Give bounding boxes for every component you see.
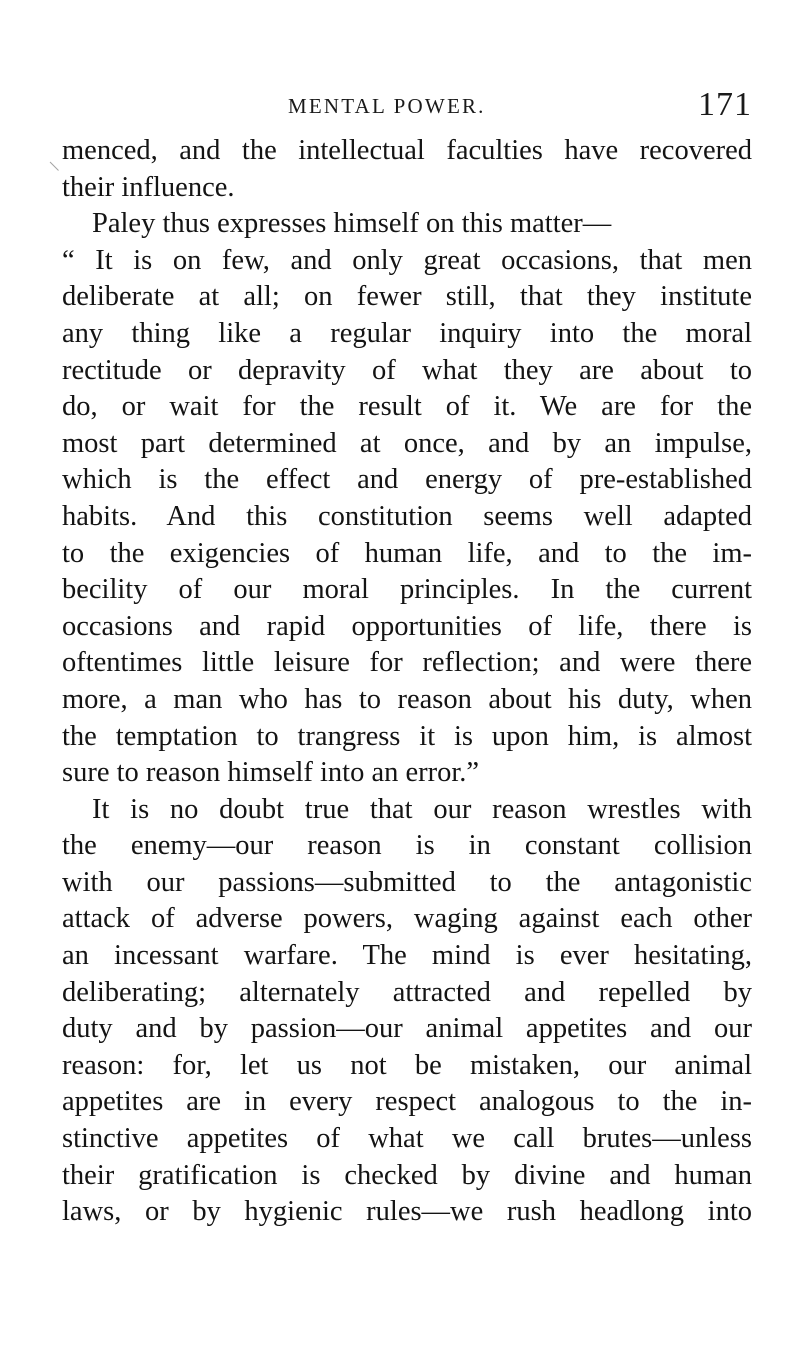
text-line: sure to reason himself into an error.” (62, 757, 480, 789)
running-head-title: MENTAL POWER. (288, 94, 486, 118)
text-line: deliberating; alternately attracted and repelled by (62, 976, 752, 1008)
text-line: menced, and the intellectual faculties have recovered (62, 135, 752, 166)
text-line: deliberate at all; on fewer still, that they institute (62, 281, 752, 313)
text-line: laws, or by hygienic rules—we rush headlong into (62, 1196, 752, 1228)
text-line: attack of adverse powers, waging against each other (62, 903, 752, 935)
text-line: an incessant warfare. The mind is ever hesitating, (62, 940, 752, 972)
body-text (62, 133, 752, 1231)
text-line: more, a man who has to reason about his duty, when (62, 683, 752, 715)
page-number: 171 (698, 86, 752, 123)
text-line: to the exigencies of human life, and to the im- (62, 537, 752, 569)
text-line: their gratification is checked by divine and human (62, 1159, 752, 1191)
text-line: stinctive appetites of what we call brutes—unless (62, 1123, 752, 1155)
text-line: the enemy—our reason is in constant collision (62, 830, 752, 862)
text-line: with our passions—submitted to the antagonistic (62, 866, 752, 898)
text-line: rectitude or depravity of what they are about to (62, 354, 752, 386)
text-line: becility of our moral principles. In the current (62, 574, 752, 606)
text-line: It is no doubt true that our reason wrestles with (92, 793, 752, 825)
text-line: do, or wait for the result of it. We are for the (62, 391, 752, 423)
text-line: which is the effect and energy of pre-established (62, 464, 752, 496)
running-head (62, 86, 752, 128)
text-line: duty and by passion—our animal appetites and our (62, 1013, 752, 1045)
text-line: reason: for, let us not be mistaken, our animal (62, 1049, 752, 1081)
text-line: their influence. (62, 171, 235, 203)
text-line: “ It is on few, and only great occasions, that men (62, 244, 752, 276)
text-line: most part determined at once, and by an impulse, (62, 427, 752, 459)
text-line: the temptation to trangress it is upon him, is almost (62, 720, 752, 752)
text-line: oftentimes little leisure for reflection; and were there (62, 647, 752, 679)
text-line: habits. And this constitution seems well adapted (62, 500, 752, 532)
text-line: appetites are in every respect analogous to the in- (62, 1086, 752, 1118)
text-line: Paley thus expresses himself on this matter— (92, 208, 612, 240)
text-line: occasions and rapid opportunities of life, there is (62, 610, 752, 642)
text-line: any thing like a regular inquiry into the moral (62, 317, 752, 349)
